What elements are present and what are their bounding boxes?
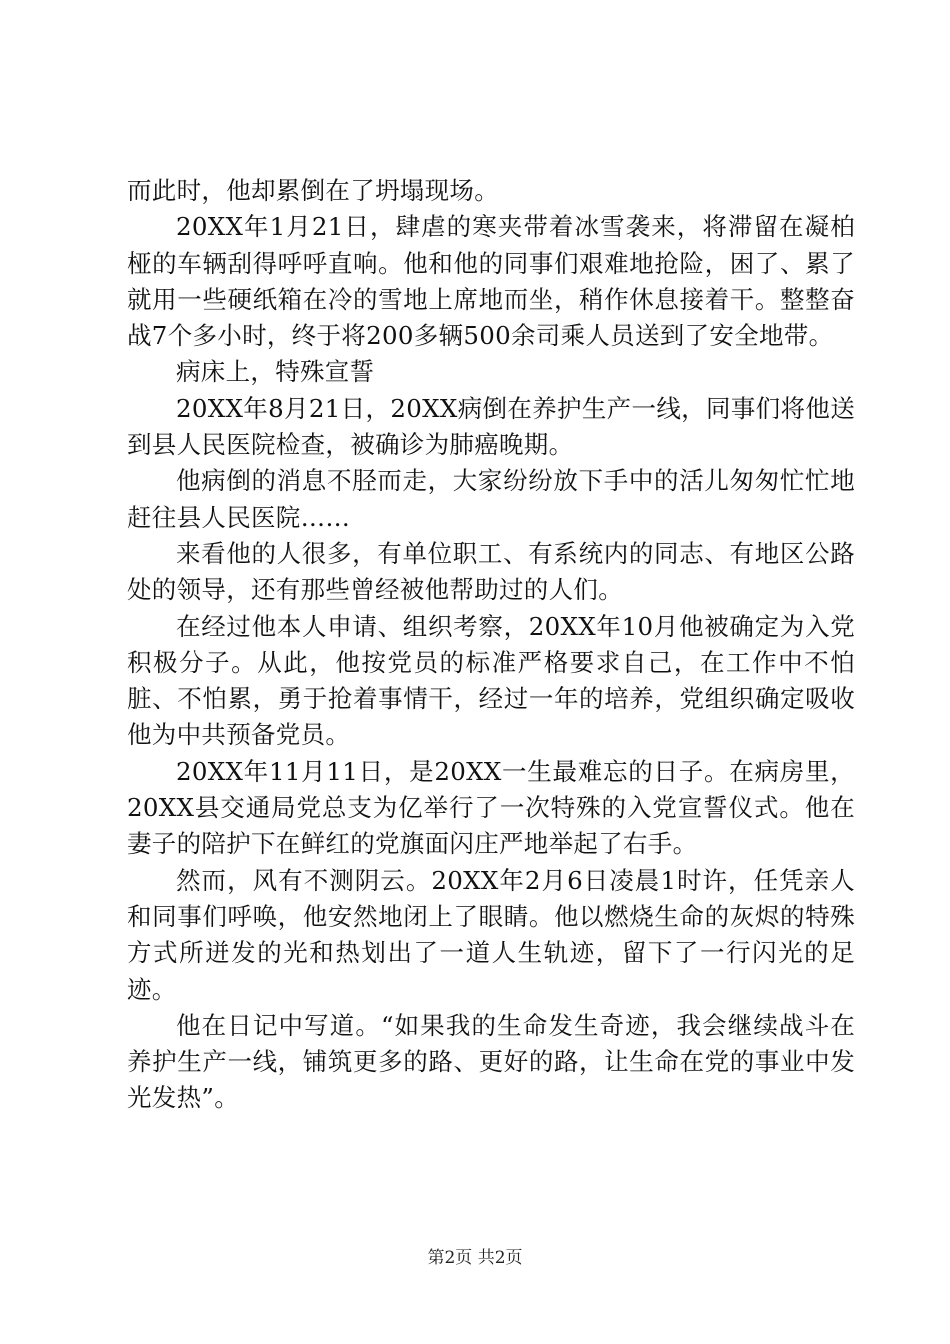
section-heading: 病床上，特殊宣誓 — [176, 357, 375, 387]
paragraph-7: 20XX年11月11日，是20XX一生最难忘的日子。在病房里，20XX县交通局党总支为亿举行了一次特殊的入党宣誓仪式。他在妻子的陪护下在鲜红的党旗面闪庄严地举起了右手。 — [127, 756, 855, 859]
paragraph-2: 20XX年1月21日，肆虐的寒夹带着冰雪袭来，将滞留在凝柏桠的车辆刮得呼呼直响。他和他的同事们艰难地抢险，困了、累了就用一些硬纸箱在冷的雪地上席地而坐，稍作休息接着干。整整奋战7个多小时，终于将200多辆500余司乘人员送到了安全地带。 — [127, 212, 855, 351]
document-body — [127, 173, 855, 1117]
paragraph-1: 而此时，他却累倒在了坍塌现场。 — [127, 176, 499, 205]
paragraph-6: 在经过他本人申请、组织考察，20XX年10月他被确定为入党积极分子。从此，他按党员的标准严格要求自己，在工作中不怕脏、不怕累，勇于抢着事情干，经过一年的培养，党组织确定吸收他为中共预备党员。 — [127, 611, 855, 750]
paragraph-8: 然而，风有不测阴云。20XX年2月6日凌晨1时许，任凭亲人和同事们呼唤，他安然地闭上了眼睛。他以燃烧生命的灰烬的特殊方式所迸发的光和热划出了一道人生轨迹，留下了一行闪光的足迹。 — [127, 865, 855, 1004]
page-footer: 第2页 共2页 — [427, 1248, 523, 1268]
paragraph-4: 他病倒的消息不胫而走，大家纷纷放下手中的活儿匆匆忙忙地赶往县人民医院…… — [127, 466, 855, 532]
paragraph-3: 20XX年8月21日，20XX病倒在养护生产一线，同事们将他送到县人民医院检查，被确诊为肺癌晚期。 — [127, 393, 855, 460]
paragraph-5: 来看他的人很多，有单位职工、有系统内的同志、有地区公路处的领导，还有那些曾经被他帮助过的人们。 — [127, 538, 855, 605]
paragraph-9: 他在日记中写道。“如果我的生命发生奇迹，我会继续战斗在养护生产一线，铺筑更多的路、更好的路，让生命在党的事业中发光发热”。 — [127, 1010, 855, 1113]
